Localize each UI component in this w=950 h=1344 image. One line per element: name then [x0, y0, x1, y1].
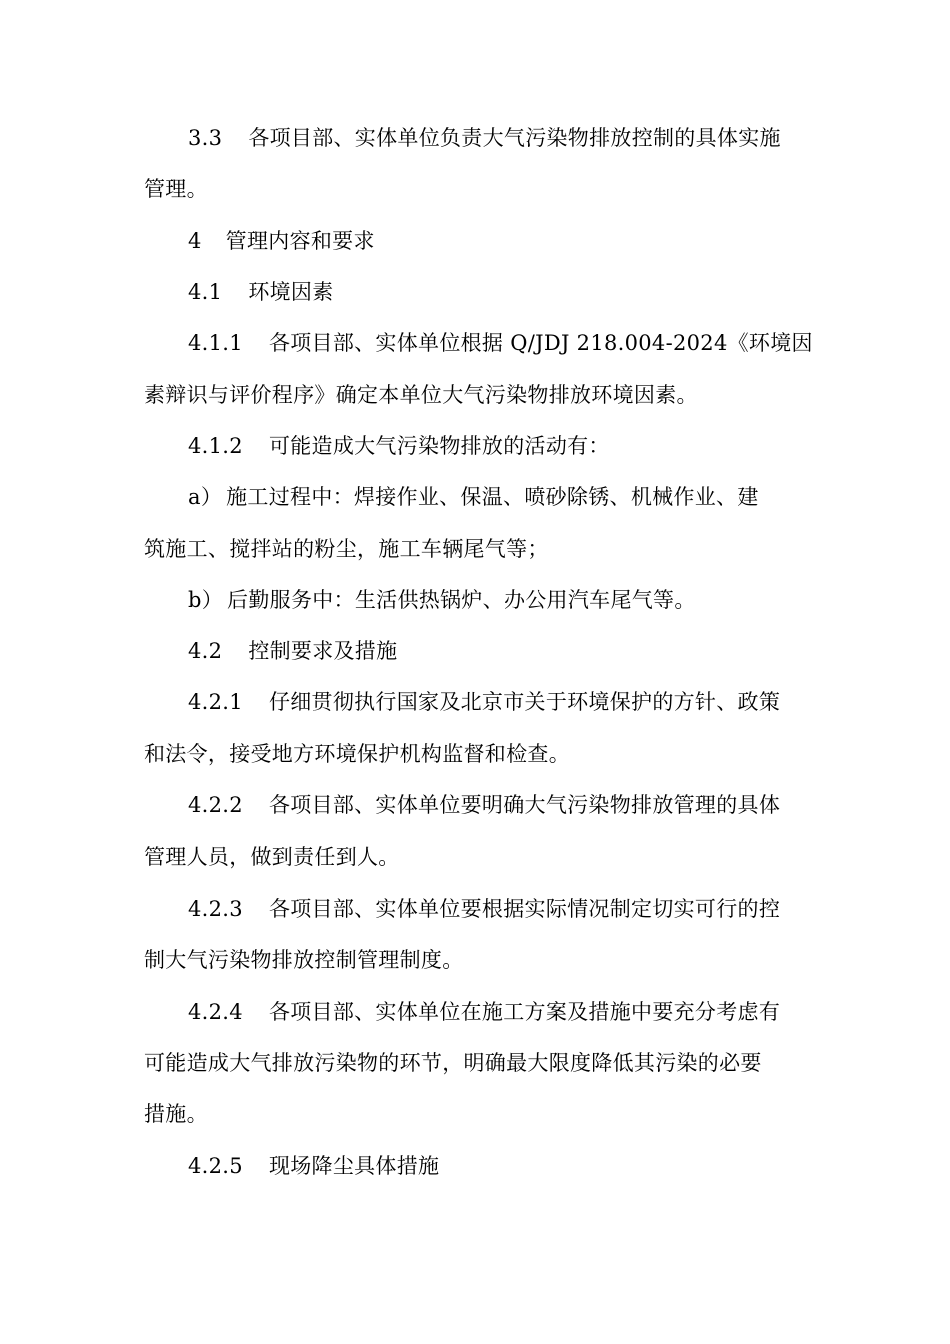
paragraph-text: 各项目部、实体单位要根据实际情况制定切实可行的控: [268, 897, 781, 921]
section-number: 4: [188, 229, 202, 253]
paragraph-text: 可能造成大气排放污染物的环节，明确最大限度降低其污染的必要: [144, 1051, 762, 1075]
paragraph-4-1-1-line-1: [188, 330, 813, 356]
list-marker: a）: [188, 485, 223, 509]
paragraph-text: 可能造成大气污染物排放的活动有：: [268, 434, 610, 458]
paragraph-4-2-4-line-2: [144, 1050, 762, 1076]
list-item-text: 施工过程中：焊接作业、保温、喷砂除锈、机械作业、建: [226, 485, 759, 509]
paragraph-text: 素辩识与评价程序》确定本单位大气污染物排放环境因素。: [144, 383, 698, 407]
paragraph-text: 和法令，接受地方环境保护机构监督和检查。: [144, 742, 570, 766]
heading-4: [188, 228, 375, 254]
section-number: 4.1.2: [188, 434, 243, 458]
heading-text: 管理内容和要求: [225, 229, 375, 253]
list-item-a-line-1: [188, 484, 759, 510]
paragraph-text: 仔细贯彻执行国家及北京市关于环境保护的方针、政策: [268, 690, 781, 714]
paragraph-text: 各项目部、实体单位要明确大气污染物排放管理的具体: [268, 793, 781, 817]
heading-text: 控制要求及措施: [248, 639, 398, 663]
list-item-text: 筑施工、搅拌站的粉尘，施工车辆尾气等；: [144, 537, 549, 561]
list-item-a-line-2: [144, 536, 549, 562]
paragraph-text: 各项目部、实体单位负责大气污染物排放控制的具体实施: [248, 126, 781, 150]
list-item-b: [188, 587, 696, 613]
paragraph-text: 各项目部、实体单位根据 Q/JDJ 218.004-2024《环境因: [268, 331, 813, 355]
section-number: 4.1: [188, 280, 223, 304]
paragraph-4-2-3-line-1: [188, 896, 780, 922]
paragraph-text: 管理。: [144, 177, 208, 201]
paragraph-4-1-1-line-2: [144, 382, 698, 408]
section-number: 3.3: [188, 126, 223, 150]
heading-text: 环境因素: [248, 280, 334, 304]
section-number: 4.2.5: [188, 1154, 243, 1178]
heading-text: 现场降尘具体措施: [268, 1154, 440, 1178]
paragraph-4-1-2: [188, 433, 610, 459]
paragraph-3-3-line-2: [144, 176, 208, 202]
paragraph-4-2-4-line-3: [144, 1101, 208, 1127]
heading-4-1: [188, 279, 334, 305]
paragraph-text: 各项目部、实体单位在施工方案及措施中要充分考虑有: [268, 1000, 781, 1024]
paragraph-4-2-1-line-2: [144, 741, 570, 767]
paragraph-4-2-3-line-2: [144, 947, 464, 973]
paragraph-4-2-4-line-1: [188, 999, 780, 1025]
heading-4-2-5: [188, 1153, 439, 1179]
section-number: 4.2.3: [188, 897, 243, 921]
section-number: 4.2.1: [188, 690, 243, 714]
section-number: 4.2.2: [188, 793, 243, 817]
paragraph-4-2-2-line-1: [188, 792, 780, 818]
list-marker: b）: [188, 588, 224, 612]
paragraph-text: 措施。: [144, 1102, 208, 1126]
paragraph-text: 管理人员，做到责任到人。: [144, 845, 400, 869]
paragraph-4-2-1-line-1: [188, 689, 780, 715]
paragraph-4-2-2-line-2: [144, 844, 400, 870]
section-number: 4.2: [188, 639, 223, 663]
section-number: 4.2.4: [188, 1000, 243, 1024]
list-item-text: 后勤服务中：生活供热锅炉、办公用汽车尾气等。: [227, 588, 696, 612]
paragraph-3-3-line-1: [188, 125, 781, 151]
paragraph-text: 制大气污染物排放控制管理制度。: [144, 948, 464, 972]
heading-4-2: [188, 638, 397, 664]
section-number: 4.1.1: [188, 331, 243, 355]
